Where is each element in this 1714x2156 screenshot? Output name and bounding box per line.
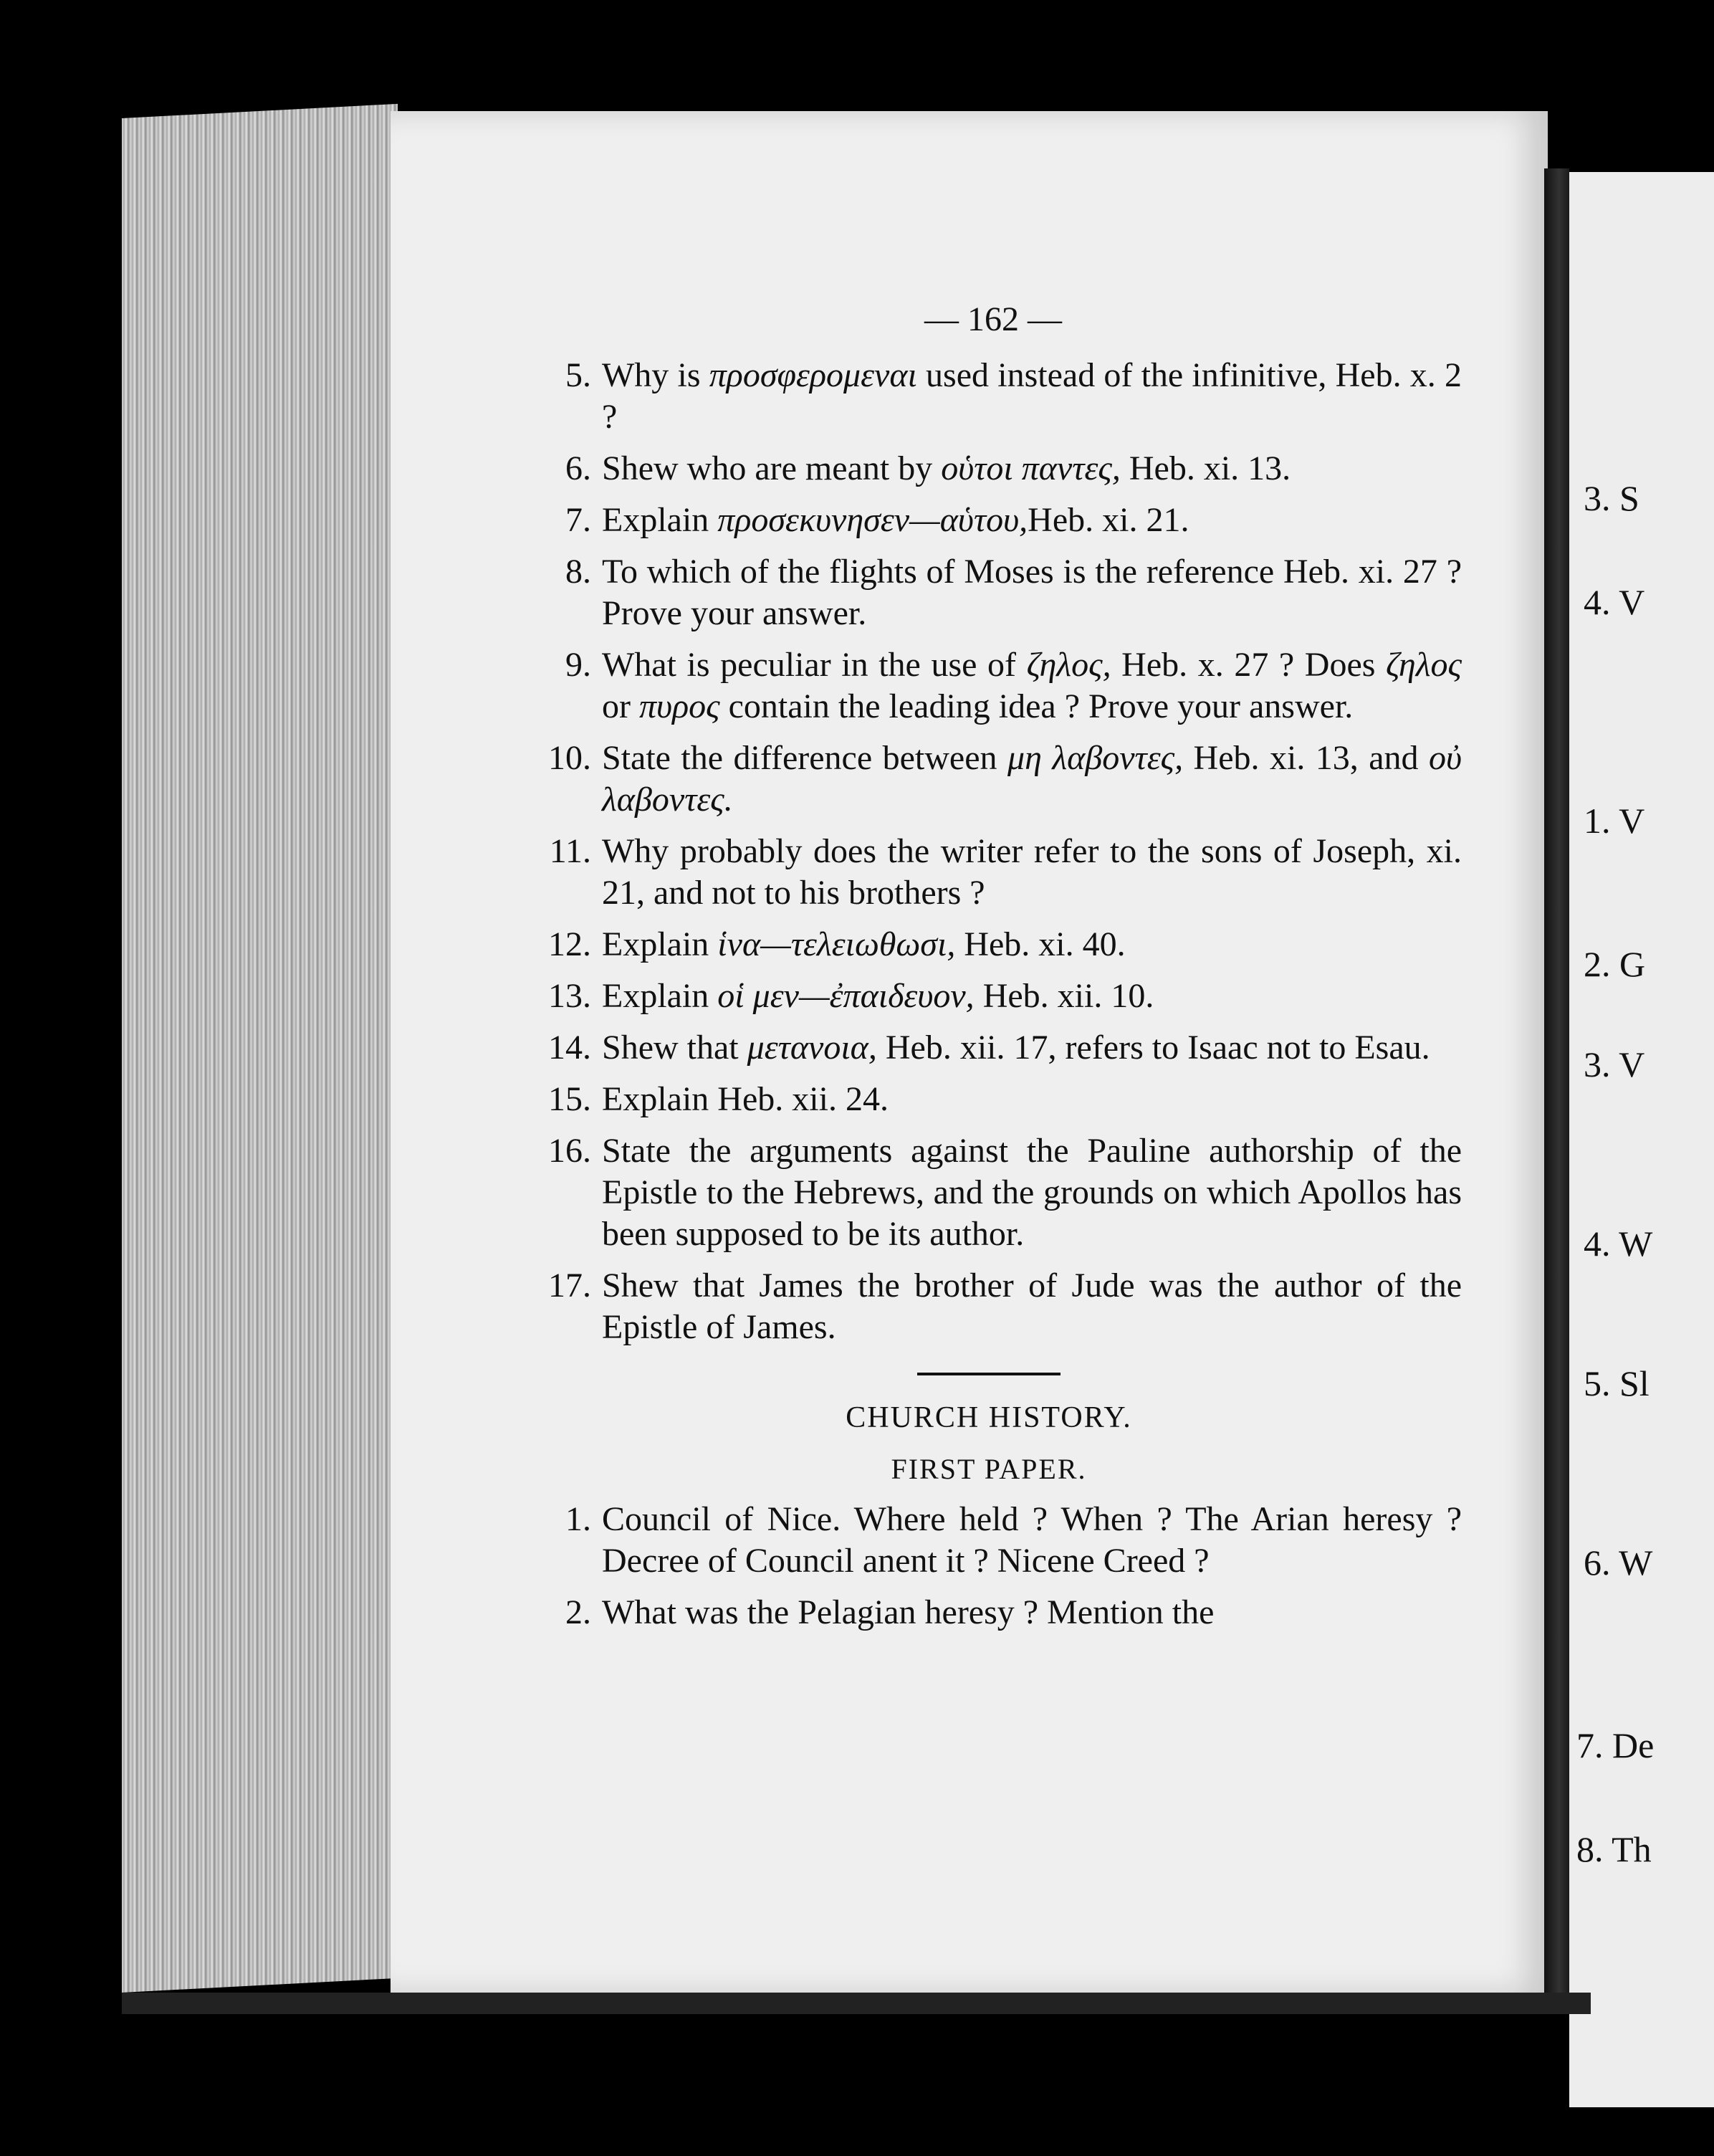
greek-term: οὐ λαβοντες. — [602, 739, 1462, 819]
question-text: State the arguments against the Pauline authorship of the Epistle to the Hebrews, and the grounds on which Apollos has been supposed to be its author. — [602, 1132, 1462, 1253]
question-item — [516, 1079, 1462, 1120]
question-text: Heb. xi. 40. — [955, 925, 1126, 963]
question-item — [516, 1265, 1462, 1348]
question-text: Shew that James the brother of Jude was the author of the Epistle of James. — [602, 1267, 1462, 1346]
question-item — [516, 1499, 1462, 1582]
question-text: used instead of the infinitive, Heb. x. 2 ? — [602, 356, 1462, 436]
question-number: 7. — [565, 501, 591, 539]
section-heading: CHURCH HISTORY. — [846, 1401, 1132, 1434]
question-item — [516, 1130, 1462, 1255]
greek-term: οἱ μεν—ἐπαιδευον, — [717, 977, 975, 1015]
next-page-fragment: 4. W — [1584, 1224, 1653, 1264]
question-text: Shew that — [602, 1029, 747, 1067]
next-page-fragment: 2. G — [1584, 944, 1646, 984]
next-page-fragment: 1. V — [1584, 801, 1645, 841]
greek-term: πυρος — [638, 687, 720, 725]
greek-term: ἱνα—τελειωθωσι, — [717, 925, 956, 963]
question-text: Council of Nice. Where held ? When ? The Arian heresy ? Decree of Council anent it ? Nicene Creed ? — [602, 1500, 1462, 1580]
next-page-fragment: 5. Sl — [1584, 1363, 1650, 1403]
question-number: 12. — [548, 925, 591, 963]
next-page-fragment: 6. W — [1584, 1542, 1653, 1583]
section-divider — [917, 1373, 1061, 1375]
question-text: contain the leading idea ? Prove your answer. — [719, 687, 1354, 725]
question-text: Explain Heb. xii. 24. — [602, 1080, 889, 1118]
question-number: 10. — [548, 739, 591, 777]
question-item — [516, 976, 1462, 1017]
question-item — [516, 1027, 1462, 1069]
book-gutter — [1544, 168, 1569, 2014]
question-number: 9. — [565, 646, 591, 684]
page-number-heading: — 162 — — [924, 300, 1062, 338]
question-text: State the difference between — [602, 739, 1007, 777]
next-page-fragment: 3. V — [1584, 1044, 1645, 1084]
greek-term: ζηλος — [1386, 646, 1462, 684]
question-text: Why is — [602, 356, 709, 394]
question-text: Heb. xi. 21. — [1028, 501, 1189, 539]
question-item — [516, 448, 1462, 490]
next-page-fragment: 4. V — [1584, 582, 1645, 622]
greek-term: προσεκυνησεν—αὑτου, — [717, 501, 1028, 539]
question-item — [516, 551, 1462, 634]
next-page-fragment: 7. De — [1576, 1725, 1655, 1765]
greek-term: οὑτοι παντες, — [941, 449, 1121, 487]
question-number: 2. — [565, 1593, 591, 1631]
question-number: 13. — [548, 977, 591, 1015]
question-number: 1. — [565, 1500, 591, 1538]
question-text: Shew who are meant by — [602, 449, 942, 487]
question-text: What was the Pelagian heresy ? Mention the — [602, 1593, 1215, 1631]
question-item — [516, 500, 1462, 541]
question-text: Explain — [602, 925, 718, 963]
next-page-fragment: 3. S — [1584, 478, 1639, 518]
question-number: 16. — [548, 1132, 591, 1170]
question-item — [516, 1592, 1462, 1633]
question-number: 15. — [548, 1080, 591, 1118]
greek-term: μετανοια, — [747, 1029, 877, 1067]
greek-term: ζηλος, — [1026, 646, 1111, 684]
question-item — [516, 831, 1462, 914]
question-text: Explain — [602, 501, 718, 539]
question-text: Heb. xi. 13. — [1120, 449, 1291, 487]
book-bottom-shadow — [122, 1993, 1591, 2014]
section-subheading: FIRST PAPER. — [891, 1453, 1087, 1485]
question-number: 14. — [548, 1029, 591, 1067]
question-text: What is peculiar in the use of — [602, 646, 1027, 684]
book-page-right-partial — [1569, 172, 1714, 2107]
greek-term: προσφερομεναι — [709, 356, 917, 394]
page-text-body — [516, 355, 1462, 1644]
next-page-fragment: 8. Th — [1576, 1829, 1652, 1869]
question-number: 17. — [548, 1267, 591, 1304]
question-text: Heb. xi. 13, and — [1183, 739, 1429, 777]
question-text: or — [602, 687, 639, 725]
question-text: Explain — [602, 977, 718, 1015]
question-number: 6. — [565, 449, 591, 487]
question-item — [516, 738, 1462, 821]
question-text: Heb. x. 27 ? Does — [1111, 646, 1387, 684]
question-number: 5. — [565, 356, 591, 394]
question-text: To which of the flights of Moses is the reference Heb. xi. 27 ? Prove your answer. — [602, 553, 1462, 632]
question-item — [516, 644, 1462, 728]
question-item — [516, 355, 1462, 438]
question-text: Heb. xii. 10. — [974, 977, 1154, 1015]
greek-term: μη λαβοντες, — [1007, 739, 1184, 777]
page-edge-stack — [122, 104, 398, 1993]
question-list-hebrews — [516, 355, 1462, 1348]
question-number: 8. — [565, 553, 591, 591]
question-item — [516, 924, 1462, 965]
question-text: Heb. xii. 17, refers to Isaac not to Esau. — [876, 1029, 1430, 1067]
question-list-church-history — [516, 1499, 1462, 1633]
question-number: 11. — [549, 832, 591, 870]
question-text: Why probably does the writer refer to the sons of Joseph, xi. 21, and not to his brothers ? — [602, 832, 1462, 912]
